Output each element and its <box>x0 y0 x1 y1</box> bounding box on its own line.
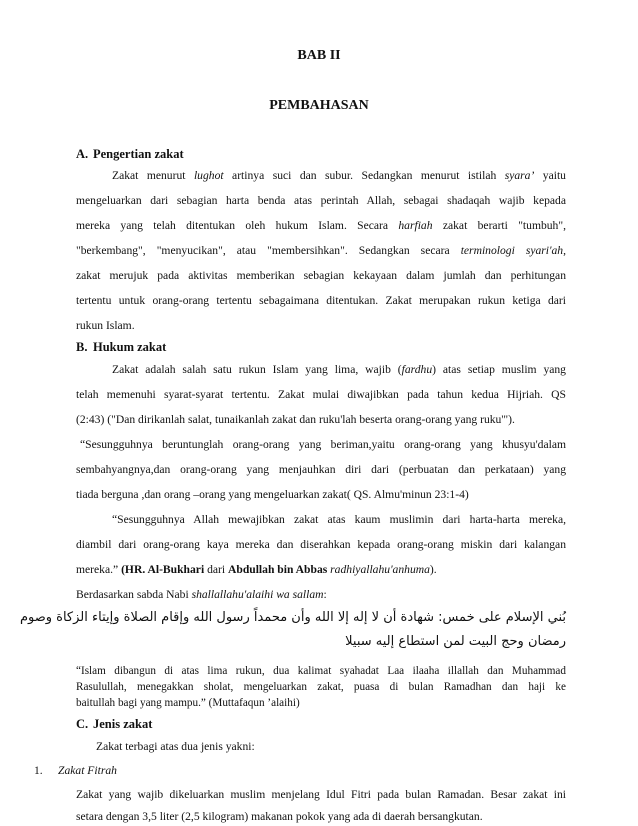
section-a-line: Zakat menurut lughot artinya suci dan subur. Sedangkan menurut istilah syara’ yaitu <box>112 169 566 182</box>
hadith-translation-line: Rasulullah, menegakkan sholat, mengeluarkan zakat, puasa di bulan Ramadhan dan haji ke <box>76 681 566 693</box>
hadith-translation-line: baitullah bagi yang mampu.” (Muttafaqun ’alaihi) <box>76 697 300 709</box>
section-b-line: sembahyangnya,dan orang-orang yang menjauhkan diri dari (perbuatan dan perkataan) yang <box>76 463 566 476</box>
arabic-hadith-line: رمضان وحج البيت لمن استطاع إليه سبيلا <box>345 634 566 649</box>
section-a-line: mengeluarkan dari sebagian harta benda atas perintah Allah, sebagai shadaqah wajib kepada <box>76 194 566 207</box>
section-b-number: B. <box>76 340 88 354</box>
section-a-number: A. <box>76 147 89 161</box>
chapter-title: PEMBAHASAN <box>269 98 369 113</box>
section-b-line: Zakat adalah salah satu rukun Islam yang lima, wajib (fardhu) atas setiap muslim yang <box>112 363 566 376</box>
section-b-line: Berdasarkan sabda Nabi shallallahu'alaihi wa sallam: <box>76 588 327 601</box>
section-c-heading <box>76 717 152 732</box>
section-b-line: telah memenuhi syarat-syarat tertentu. Zakat mulai diwajibkan pada tahun kedua Hijriah. QS <box>76 388 566 401</box>
section-c-number: C. <box>76 717 89 731</box>
list-item-number: 1. <box>34 764 43 777</box>
list-item-heading <box>34 764 524 777</box>
section-b-line: tiada berguna ,dan orang –orang yang mengeluarkan zakat( QS. Almu'minun 23:1-4) <box>76 488 469 501</box>
section-a-line: rukun Islam. <box>76 319 135 332</box>
section-b-heading <box>76 340 166 355</box>
section-a-line: "berkembang", "menyucikan", atau "membersihkan". Sedangkan secara terminologi syari'ah, <box>76 244 566 257</box>
arabic-hadith-line: بُني الإسلام على خمس: شهادة أن لا إله إلا الله وأن محمداً رسول الله وإقام الصلاة وإيتاء الزكاة وصوم <box>19 610 566 625</box>
section-b-line: “Sesungguhnya Allah mewajibkan zakat atas kaum muslimin dari harta-harta mereka, <box>112 513 566 526</box>
chapter-number: BAB II <box>297 48 341 63</box>
hadith-translation-line: “Islam dibangun di atas lima rukun, dua kalimat syahadat Laa ilaaha illallah dan Muhammad <box>76 665 566 677</box>
section-b-citation <box>76 563 566 576</box>
section-a-line: zakat merujuk pada aktivitas memberikan sebagian kekayaan dalam jumlah dan perhitungan <box>76 269 566 282</box>
section-c-title: Jenis zakat <box>93 717 153 731</box>
section-a-title: Pengertian zakat <box>93 147 184 161</box>
section-b-line: diambil dari orang-orang kaya mereka dan diserahkan kepada orang-orang miskin dari kalangan <box>76 538 566 551</box>
section-a-line: tertentu untuk orang-orang tertentu sebagaimana ditentukan. Zakat merupakan rukun ketiga dari <box>76 294 566 307</box>
section-a-heading <box>76 147 184 162</box>
section-b-line: “Sesungguhnya beruntunglah orang-orang yang beriman,yaitu orang-orang yang khusyu'dalam <box>80 438 566 451</box>
list-item-line: Zakat yang wajib dikeluarkan muslim menjelang Idul Fitri pada bulan Ramadan. Besar zakat ini <box>76 788 566 801</box>
section-b-line: (2:43) ("Dan dirikanlah salat, tunaikanlah zakat dan ruku'lah beserta orang-orang yang ruku'"). <box>76 413 515 426</box>
list-item-line: setara dengan 3,5 liter (2,5 kilogram) makanan pokok yang ada di daerah bersangkutan. <box>76 810 483 823</box>
section-a-line: mereka yang telah ditentukan oleh hukum Islam. Secara harfiah zakat berarti "tumbuh", <box>76 219 566 232</box>
section-b-line: mereka.” (HR. Al-Bukhari dari Abdullah bin Abbas radhiyallahu'anhuma). <box>76 563 437 576</box>
section-b-title: Hukum zakat <box>93 340 167 354</box>
section-c-intro: Zakat terbagi atas dua jenis yakni: <box>96 740 255 753</box>
list-item-title: Zakat Fitrah <box>58 764 117 777</box>
